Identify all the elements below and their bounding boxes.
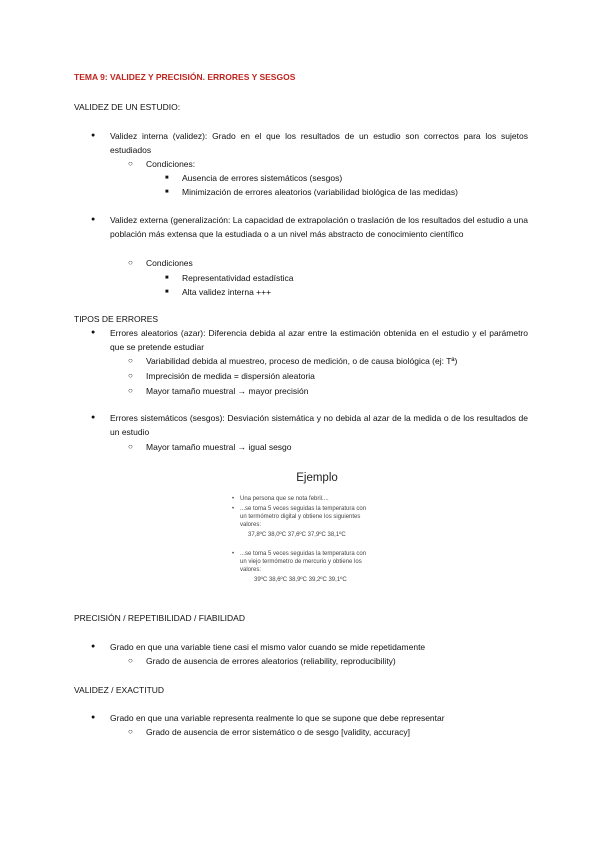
example-line: un viejo termómetro de mercurio y obtiene los (240, 559, 362, 565)
list-item: Grado de ausencia de error sistemático o de sesgo [validity, accuracy] (146, 727, 410, 737)
example-values: 37,8ºC 38,0ºC 37,6ºC 37,9ºC 38,1ºC (248, 532, 346, 538)
section-heading-validez-exactitud: VALIDEZ / EXACTITUD (74, 685, 165, 695)
bullet-dot: ● (91, 643, 96, 650)
bullet-circle: ○ (128, 356, 133, 365)
bullet-circle: ○ (128, 656, 133, 665)
example-line: Una persona que se nota febril.... (240, 496, 329, 502)
list-item: Minimización de errores aleatorios (variabilidad biológica de las medidas) (182, 187, 458, 197)
example-title: Ejemplo (296, 472, 338, 484)
bullet-square: ■ (165, 275, 169, 281)
bullet-circle: ○ (128, 258, 133, 267)
example-line: valores: (240, 522, 262, 528)
section-heading-validez-estudio: VALIDEZ DE UN ESTUDIO: (74, 102, 181, 112)
bullet-square: ■ (165, 289, 169, 295)
bullet-dot: ● (91, 132, 96, 139)
bullet-dot: ● (91, 216, 96, 223)
bullet-dot: • (232, 506, 235, 512)
list-item: Mayor tamaño muestral → igual sesgo (146, 442, 292, 452)
example-line: ...se toma 5 veces seguidas la temperatura con (240, 551, 367, 557)
bullet-circle: ○ (128, 442, 133, 451)
errores-sistematicos-text: Errores sistemáticos (sesgos): Desviación sistemática y no debida al azar de la medida o de los resultados de un estudio (110, 413, 528, 437)
bullet-dot: • (232, 496, 235, 502)
bullet-square: ■ (165, 175, 169, 181)
bullet-dot: • (232, 551, 235, 557)
list-item: Ausencia de errores sistemáticos (sesgos) (182, 173, 343, 183)
section-heading-tipos-errores: TIPOS DE ERRORES (74, 314, 159, 324)
bullet-dot: ● (91, 329, 96, 336)
bullet-dot: ● (91, 414, 96, 421)
example-values: 39ºC 38,6ºC 38,9ºC 39,2ºC 39,1ºC (254, 577, 347, 583)
example-line: ...se toma 5 veces seguidas la temperatura con (240, 506, 367, 512)
list-item: Variabilidad debida al muestreo, proceso de medición, o de causa biológica (ej: Tª) (146, 356, 458, 366)
list-item: Mayor tamaño muestral → mayor precisión (146, 386, 309, 396)
list-item: Imprecisión de medida = dispersión aleatoria (146, 371, 315, 381)
section-heading-precision: PRECISIÓN / REPETIBILIDAD / FIABILIDAD (74, 613, 245, 623)
example-figure (228, 470, 406, 594)
bullet-circle: ○ (128, 371, 133, 380)
bullet-circle: ○ (128, 727, 133, 736)
list-item: Grado de ausencia de errores aleatorios (reliability, reproducibility) (146, 656, 396, 666)
example-line: un termómetro digital y obtiene los siguientes (240, 514, 361, 520)
list-item: Representatividad estadística (182, 273, 294, 283)
page-title: TEMA 9: VALIDEZ Y PRECISIÓN. ERRORES Y SESGOS (74, 72, 296, 82)
validez-interna-text: Validez interna (validez): Grado en el que los resultados de un estudio son correctos para los sujetos estudiados (110, 131, 528, 155)
example-line: valores: (240, 567, 262, 573)
bullet-square: ■ (165, 189, 169, 195)
validez-externa-text: Validez externa (generalización: La capacidad de extrapolación o traslación de los resultados del estudio a una población más extensa que la estudiada o a un nivel más abstracto de conocimiento científico (110, 215, 528, 239)
condiciones-label: Condiciones (146, 258, 193, 268)
condiciones-label: Condiciones: (146, 159, 196, 169)
bullet-dot: ● (91, 714, 96, 721)
bullet-circle: ○ (128, 159, 133, 168)
list-item: Alta validez interna +++ (182, 287, 272, 297)
bullet-circle: ○ (128, 386, 133, 395)
validez-exactitud-text: Grado en que una variable representa realmente lo que se supone que debe representar (110, 713, 445, 723)
errores-aleatorios-text: Errores aleatorios (azar): Diferencia debida al azar entre la estimación obtenida en el estudio y el parámetro que se pretende estudiar (110, 328, 528, 352)
precision-text: Grado en que una variable tiene casi el mismo valor cuando se mide repetidamente (110, 642, 426, 652)
